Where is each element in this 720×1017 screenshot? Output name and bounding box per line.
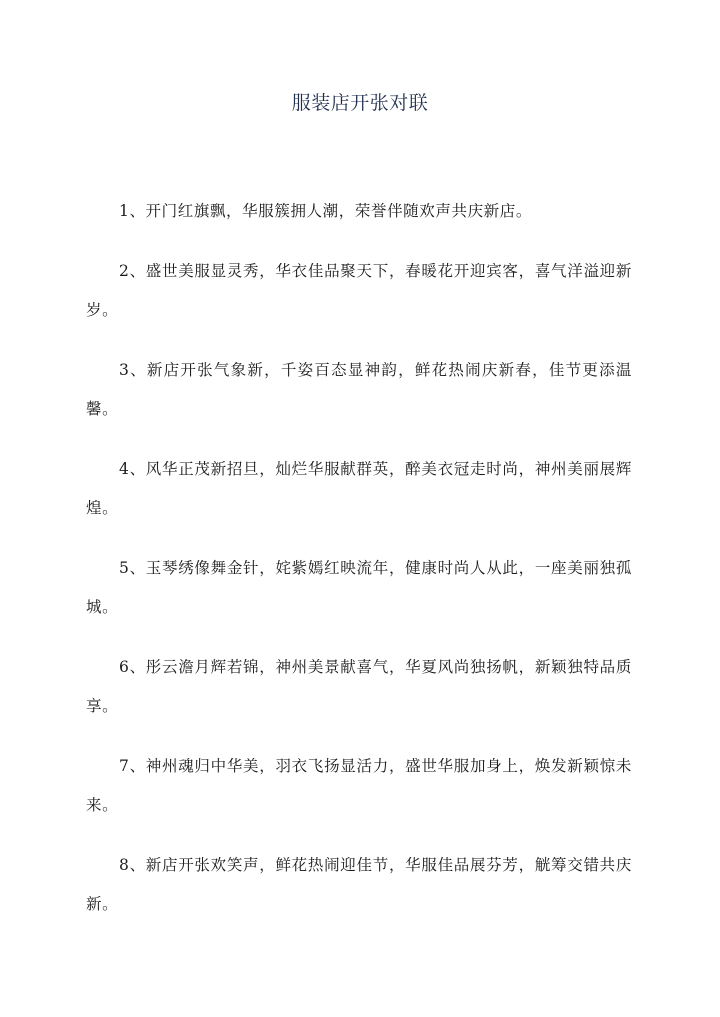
- couplet-paragraph-5: 5、玉琴绣像舞金针，姹紫嫣红映流年，健康时尚人从此，一座美丽独孤城。: [86, 559, 632, 616]
- couplet-paragraph-2: 2、盛世美服显灵秀，华衣佳品聚天下，春暖花开迎宾客，喜气洋溢迎新岁。: [86, 262, 632, 319]
- couplet-paragraph-6: 6、彤云澹月辉若锦，神州美景献喜气，华夏风尚独扬帆，新颖独特品质享。: [86, 658, 632, 715]
- couplet-paragraph-8: 8、新店开张欢笑声，鲜花热闹迎佳节，华服佳品展芬芳，觥筹交错共庆新。: [86, 856, 632, 913]
- document-title: 服装店开张对联: [291, 92, 429, 114]
- couplet-paragraph-7: 7、神州魂归中华美，羽衣飞扬显活力，盛世华服加身上，焕发新颖惊未来。: [86, 757, 632, 814]
- couplet-paragraph-4: 4、风华正茂新招旦，灿烂华服献群英，醉美衣冠走时尚，神州美丽展辉煌。: [86, 460, 632, 517]
- document-body: [86, 192, 632, 945]
- couplet-paragraph-3: 3、新店开张气象新，千姿百态显神韵，鲜花热闹庆新春，佳节更添温馨。: [86, 361, 632, 418]
- couplet-paragraph-1: 1、开门红旗飘，华服簇拥人潮，荣誉伴随欢声共庆新店。: [119, 202, 532, 220]
